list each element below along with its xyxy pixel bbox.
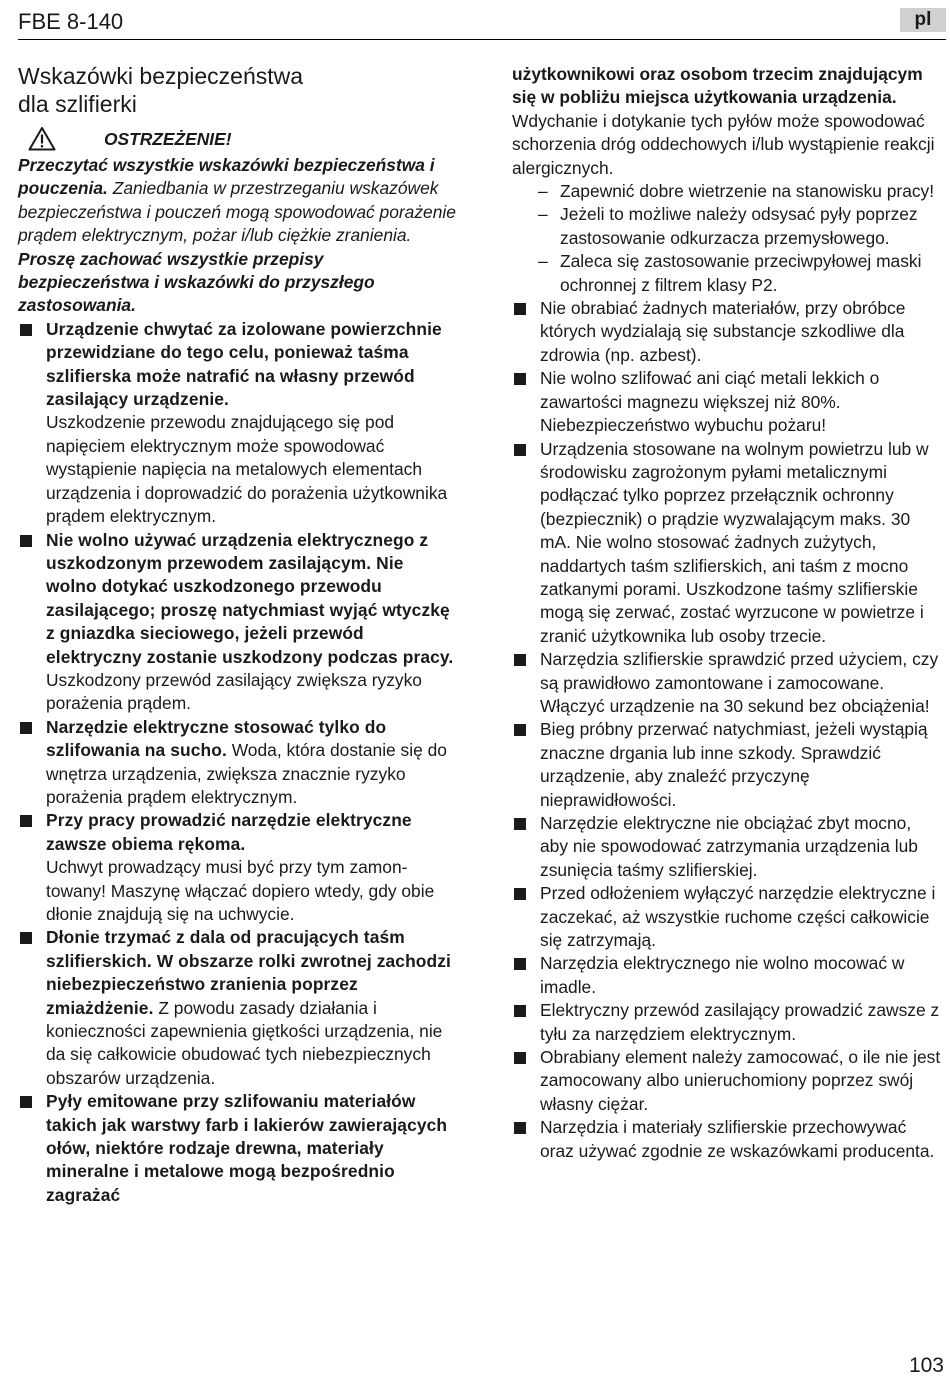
intro-text: Zaniedbania w przestrzeganiu wskazówek bezpieczeństwa i pouczeń mogą spowodować porażenie prądem elektrycznym, pożar i/lub ciężkie zranienia.: [18, 178, 456, 246]
header-divider: [18, 39, 946, 40]
section-title-line2: dla szlifierki: [18, 91, 137, 117]
safety-item-text: Elektryczny przewód zasilający prowadzić zawsze z tyłu za narzędziem elektrycznym.: [540, 1000, 940, 1044]
safety-item-dust: [18, 1090, 458, 1207]
dash-item-text: Zapewnić dobre wietrzenie na stanowisku pracy!: [560, 181, 935, 202]
intro-bold-keep: Proszę zachować wszystkie przepisy bezpieczeństwa i wskazówki do przyszłego zastosowania.: [18, 248, 375, 316]
safety-item-hazardous-materials: [512, 297, 944, 367]
safety-item-text: Uszkodzony przewód zasilający zwiększa ryzyko porażenia prądem.: [46, 669, 422, 714]
safety-item-light-metals: [512, 367, 944, 437]
safety-item-text: Uchwyt prowadzący musi być przy tym zamontowany! Maszynę włączać dopiero wtedy, gdy obie dłonie znajdują się na uchwycie.: [46, 857, 435, 924]
safety-item-dry-sanding: [18, 716, 458, 810]
safety-item-text: Woda, która dostanie się do wnętrza urządzenia, zwiększa znacznie ryzyko porażenia prądem elektrycznym.: [46, 740, 447, 807]
intro-bold-read: Przeczytać wszystkie wskazówki bezpieczeństwa i pouczenia.: [18, 155, 435, 199]
safety-item-two-hands: [18, 809, 458, 926]
dash-item-mask: [512, 250, 944, 297]
safety-item-insulated-grip: [18, 318, 458, 529]
safety-item-text: Nie wolno szlifować ani ciąć metali lekkich o zawartości magnezu większej niż 80%. Niebezpieczeństwo wybuchu pożaru!: [540, 368, 880, 436]
dash-mark: –: [538, 251, 548, 272]
safety-item-text: Uszkodzenie przewodu znajdującego się pod napięciem elektrycznym może spowodować wystąpienie napięcia na metalowych elementach urządzenia i doprowadzić do porażenia użytkownika prądem elektrycznym.: [46, 412, 448, 527]
safety-item-bold: Narzędzie elektryczne stosować tylko do szlifowania na sucho.: [46, 716, 387, 761]
safety-item-text: Narzędzia i materiały szlifierskie przechowywać oraz używać zgodnie ze wskazówkami producenta.: [540, 1117, 935, 1161]
safety-item-text: Bieg próbny przerwać natychmiast, jeżeli wystąpią znaczne drgania lub inne szkody. Sprawdzić urządzenie, aby znaleźć przyczynę nieprawidłowości.: [540, 719, 928, 810]
safety-item-text: Obrabiany element należy zamocować, o ile nie jest zamocowany albo unieruchomiony poprzez swój własny ciężar.: [540, 1047, 941, 1114]
language-badge: pl: [900, 8, 946, 32]
safety-item-bold: Dłonie trzymać z dala od pracujących taśm szlifierskich. W obszarze rolki zwrotnej zachodzi niebezpieczeństwo zranienia poprzez zmiażdżenie.: [46, 927, 451, 1018]
safety-item-cable-behind: [512, 999, 944, 1046]
safety-item-text: Narzędzia szlifierskie sprawdzić przed użyciem, czy są prawidłowo zamontowane i zamocowane. Włączyć urządzenie na 30 sekund bez obciążenia!: [540, 649, 939, 716]
safety-item-text: Narzędzie elektryczne nie obciążać zbyt mocno, aby nie spowodować zatrzymania urządzenia lub zsunięcia taśmy szlifierskiej.: [540, 813, 918, 880]
safety-item-text: Przed odłożeniem wyłączyć narzędzie elektryczne i zaczekać, aż wszystkie ruchome części całkowicie się zatrzymają.: [540, 883, 936, 951]
dash-mark: –: [538, 204, 548, 225]
safety-item-text: Nie obrabiać żadnych materiałów, przy obróbce których wydzialają się substancje szkodliwe dla zdrowia (np. azbest).: [540, 298, 906, 365]
warning-label: OSTRZEŻENIE!: [104, 129, 232, 149]
safety-item-hands-away: [18, 926, 458, 1090]
safety-item-damaged-cable: [18, 529, 458, 716]
safety-item-text: Z powodu zasady działania i konieczności zapewnienia giętkości urządzenia, nie da się całkowicie obudować tych niebezpiecznych obszarów urządzenia.: [46, 997, 443, 1088]
safety-item-switch-off: [512, 882, 944, 952]
safety-item-overload: [512, 812, 944, 882]
document-model-title: FBE 8-140: [18, 9, 124, 34]
section-title: [18, 62, 458, 118]
safety-item-bold: Przy pracy prowadzić narzędzie elektryczne zawsze obiema rękoma.: [46, 810, 412, 854]
safety-item-bold: Pyły emitowane przy szlifowaniu materiałów takich jak warstwy farb i lakierów zawierających ołów, niektóre rodzaje drewna, materiały mineralne i metalowe mogą bezpośrednio zagrażać: [46, 1091, 448, 1205]
intro-paragraph: [18, 154, 458, 318]
dust-continuation-text: Wdychanie i dotykanie tych pyłów może spowodować schorzenia dróg oddechowych i/lub wystąpienie reakcji alergicznych.: [512, 110, 935, 178]
section-title-line1: Wskazówki bezpieczeństwa: [18, 63, 304, 89]
left-column: [18, 62, 458, 1207]
safety-item-text: Narzędzia elektrycznego nie wolno mocować w imadle.: [540, 953, 905, 997]
warning-heading: [18, 126, 458, 154]
dust-continuation: [512, 63, 944, 180]
safety-item-check-tools: [512, 648, 944, 718]
safety-item-bold: Urządzenie chwytać za izolowane powierzchnie przewidziane do tego celu, ponieważ taśma szlifierska może natrafić na własny przewód zasilający urządzenie.: [46, 318, 442, 410]
right-column: [512, 63, 944, 1163]
safety-item-bold: Nie wolno używać urządzenia elektrycznego z uszkodzonym przewodem zasilającym. Nie wolno dotykać uszkodzonego przewodu zasilającego; proszę natychmiast wyjąć wtyczkę z gniazdka sieciowego, jeżeli przewód elektryczny zostanie uszkodzony podczas pracy.: [46, 529, 454, 667]
safety-item-clamp-workpiece: [512, 1046, 944, 1116]
page-number: 103: [908, 1354, 944, 1377]
safety-item-test-run: [512, 718, 944, 812]
safety-item-vise: [512, 952, 944, 999]
dash-item-text: Jeżeli to możliwe należy odsysać pyły poprzez zastosowanie odkurzacza przemysłowego.: [560, 204, 918, 248]
safety-item-rcd: [512, 438, 944, 649]
warning-triangle-icon: [28, 126, 56, 151]
dash-mark: –: [538, 181, 548, 202]
safety-item-text: Urządzenia stosowane na wolnym powietrzu lub w środowisku zagrożonym pyłami metalicznymi podłączać tylko poprzez przełącznik ochronny (bezpiecznik) o prądzie wyzwalającym maks. 30 mA. Nie wolno stosować żadnych zużytych, naddartych taśm szlifierskich, ani taśm z mocno zatkanymi porami. Uszkodzone taśmy szlifierskie mogą się zerwać, zostać wyrzucone w powietrze i zranić użytkownika lub osoby trzecie.: [540, 438, 929, 646]
dash-item-ventilation: [512, 180, 944, 203]
dust-continuation-bold: użytkownikowi oraz osobom trzecim znajdującym się w pobliżu miejsca użytkowania urządzenia.: [512, 64, 923, 108]
dash-item-text: Zaleca się zastosowanie przeciwpyłowej maski ochronnej z filtrem klasy P2.: [560, 251, 922, 295]
dash-item-extraction: [512, 203, 944, 250]
safety-item-storage: [512, 1116, 944, 1163]
